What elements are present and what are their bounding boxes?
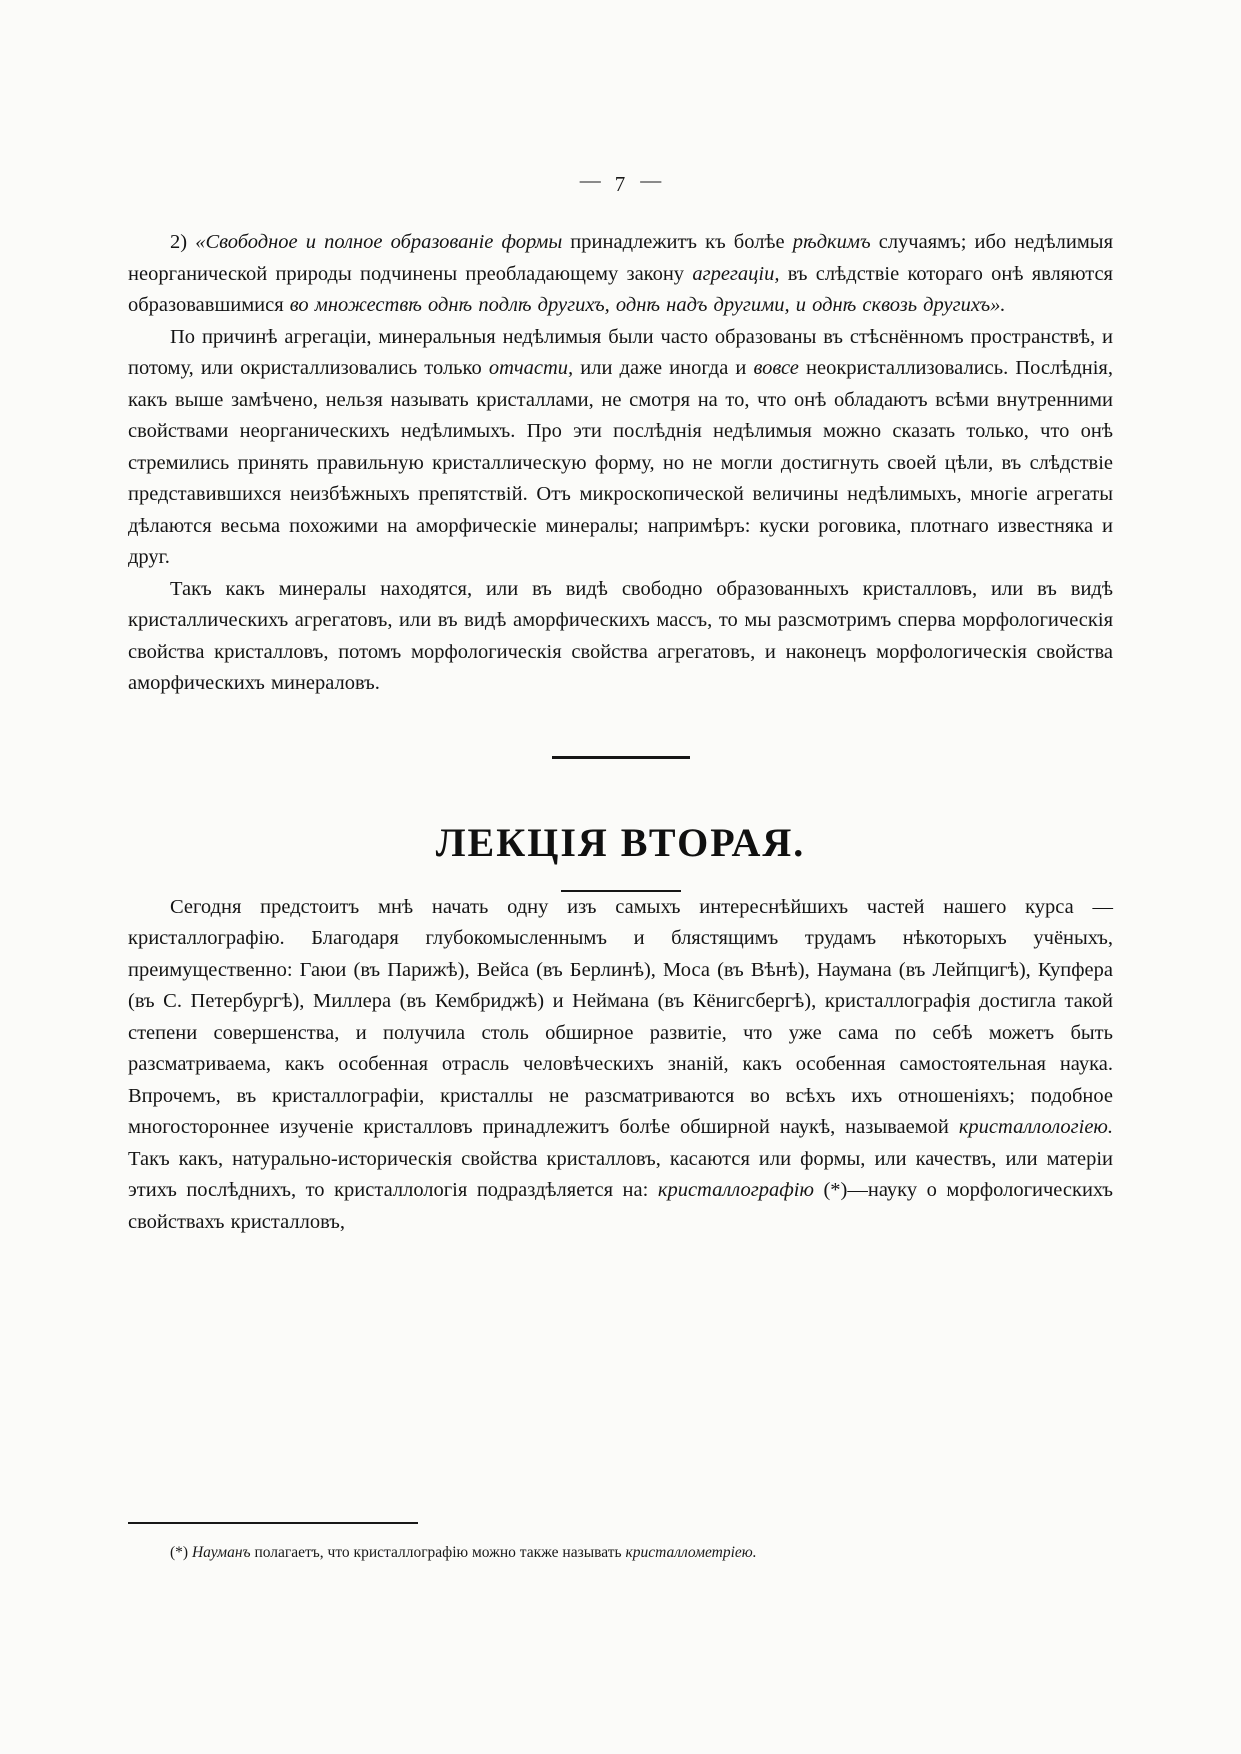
paragraph-lecture-opening: Сегодня предстоитъ мнѣ начать одну изъ самыхъ интереснѣйшихъ частей нашего курса — кристаллографію. Благодаря глубокомысленнымъ и блястящимъ трудамъ нѣкоторыхъ учёныхъ, преимущественно: Гаюи (въ Парижѣ), Вейса (въ Берлинѣ), Моса (въ Вѣнѣ), Наумана (въ Лейпцигѣ), Купфера (въ С. Петербургѣ), Миллера (въ Кембриджѣ) и Неймана (въ Кёнигсбергѣ), кристаллографія достигла такой степени совершенства, и получила столь обширное развитіе, что уже сама по себѣ можетъ быть разсматриваема, какъ особенная отрасль человѣческихъ знаній, какъ особенная самостоятельная наука. Впрочемъ, въ кристаллографіи, кристаллы не разсматриваются во всѣхъ ихъ отношеніяхъ; подобное многостороннее изученіе кристалловъ принадлежитъ болѣе обширной наукѣ, называемой кристаллологіею. Такъ какъ, натурально-историческія свойства кристалловъ, касаются или формы, или качествъ, или матеріи этихъ послѣднихъ, то кристаллологія подраздѣляется на: кристаллографію (*)—науку о морфологическихъ свойствахъ кристалловъ, [128,895,1113,1233]
folio-dash-right: — [640,168,662,192]
folio-dash-left: — [579,168,601,192]
paragraph-quote: 2) «Свободное и полное образованіе формы принадлежитъ къ болѣе рѣдкимъ случаямъ; ибо недѣлимыя неорганической природы подчинены преобладающему закону агрегаціи, въ слѣдствіе котораго онѣ являются образовавшимися во множествѣ однѣ подлѣ другихъ, однѣ надъ другими, и однѣ сквозь другихъ». [128,231,1114,316]
paragraph-aggregation: По причинѣ агрегаціи, минеральныя недѣлимыя были часто образованы въ стѣснённомъ пространствѣ, и потому, или окристаллизовались только отчасти, или даже иногда и вовсе неокристаллизовались. Послѣднія, какъ вышe замѣчено, нельзя называть кристаллами, не смотря на то, что онѣ обладаютъ всѣми внутренними свойствами неорганическихъ недѣлимыхъ. Про эти послѣднія недѣлимыя можно сказать только, что онѣ стремились принять правильную кристаллическую форму, но не могли достигнуть своей цѣли, въ слѣдствіе представившихся неизбѣжныхъ препятствій. Отъ микроскопической величины недѣлимыхъ, многіе агрегаты дѣлаются весьма похожими на аморфическіе минералы; напримѣръ: куски роговика, плотнаго известняка и друг. [128,325,1113,568]
section-divider-rule [552,756,690,759]
folio-number: 7 [614,172,627,196]
footnote-text [128,1542,1113,1564]
footnote-body: Науманъ полагаетъ, что кристаллографію можно также называть кристаллометріею. [191,1544,757,1561]
page-folio [128,168,1113,197]
footnote-marker: (*) [170,1544,192,1561]
footnote-area [128,1522,1113,1564]
page-content [128,0,1113,1238]
paragraph-minerals: Такъ какъ минералы находятся, или въ видѣ свободно образованныхъ кристалловъ, или въ видѣ кристаллическихъ агрегатовъ, или въ видѣ аморфическихъ массъ, то мы разсмотримъ сперва морфологическія свойства кристалловъ, потомъ морфологическія свойства агрегатовъ, и наконецъ морфологическія свойства аморфическихъ минераловъ. [128,577,1113,694]
footnote-separator-rule [128,1522,418,1524]
lecture-heading: ЛЕКЦІЯ ВТОРАЯ. [435,819,806,865]
